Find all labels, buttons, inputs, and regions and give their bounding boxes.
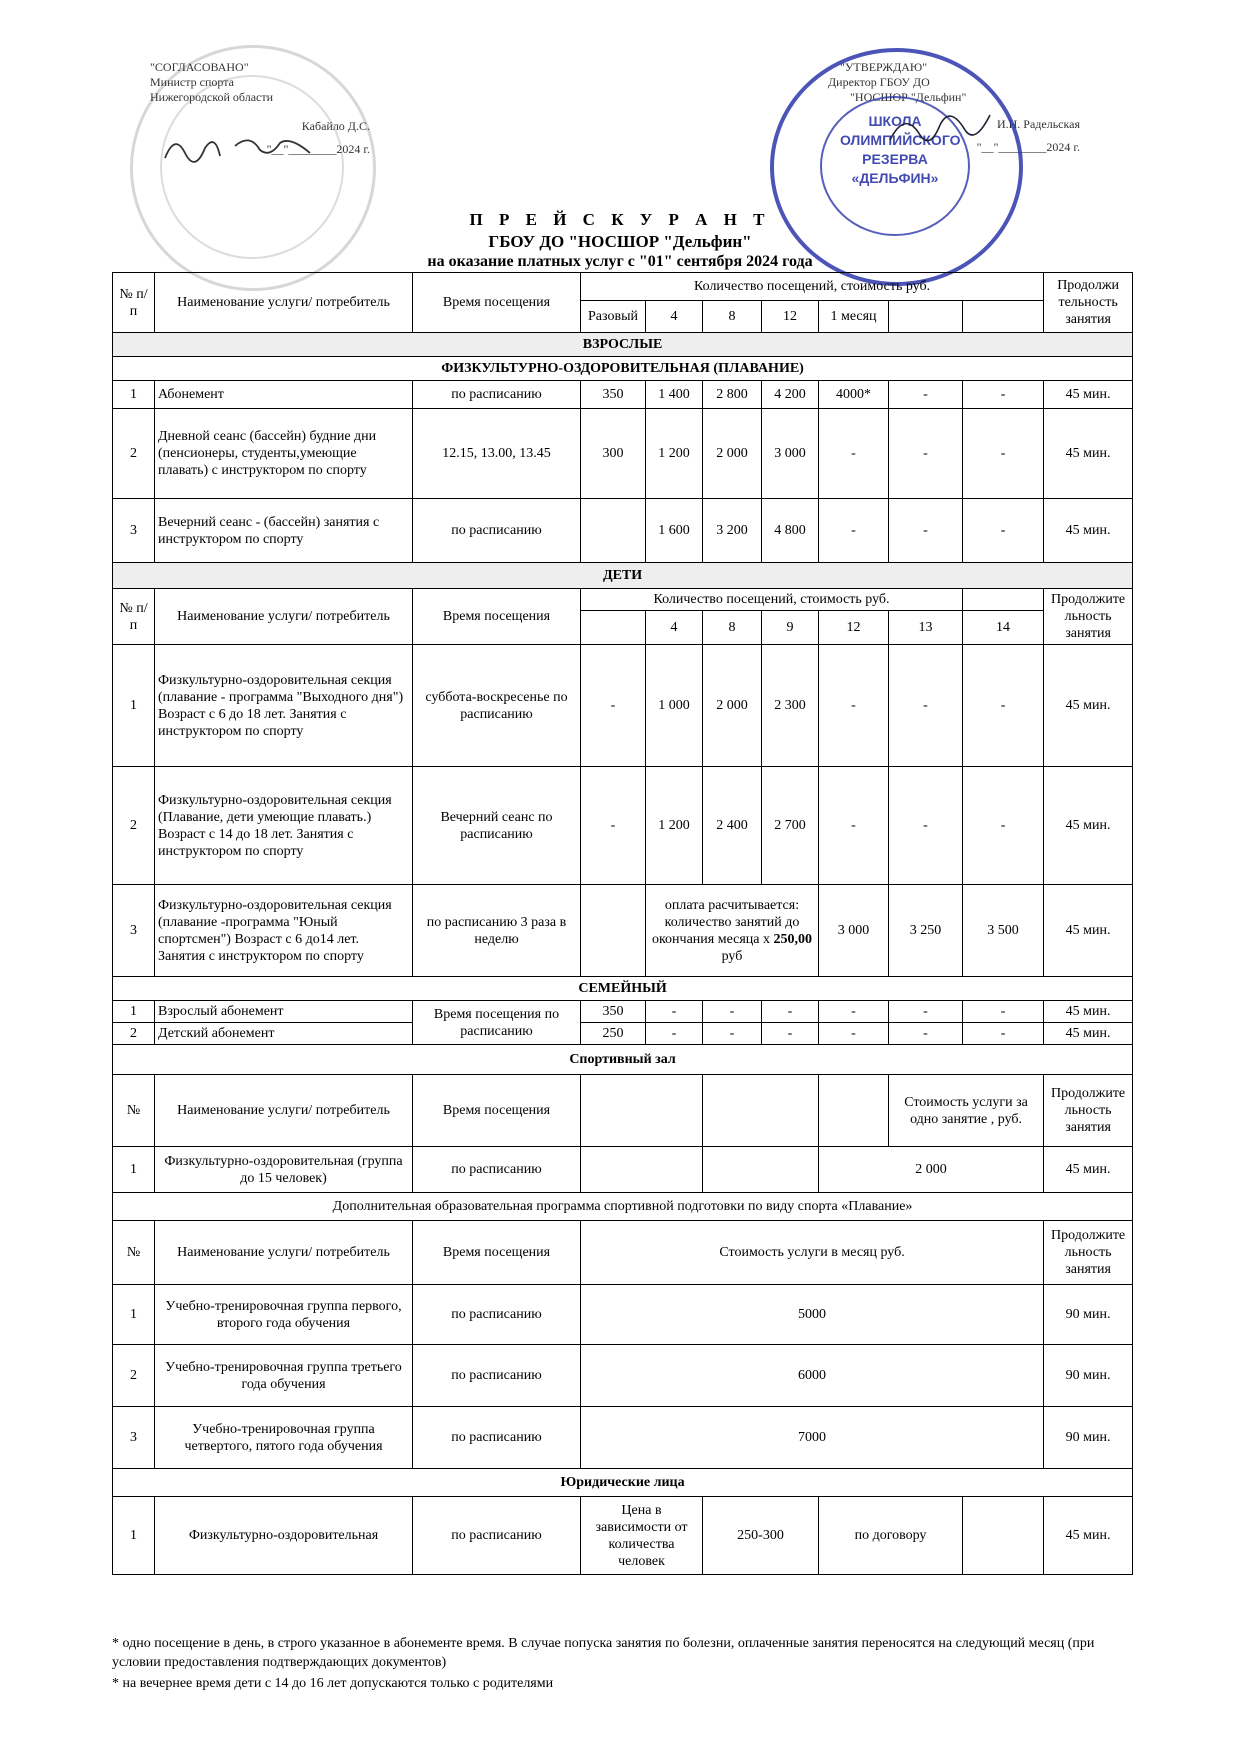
cell-name: Дневной сеанс (бассейн) будние дни (пенсионеры, студенты,умеющие плавать) с инструктором по спорту [155,409,413,499]
cell-time: Время посещения по расписанию [413,1001,581,1045]
cell-duration: 90 мин. [1044,1285,1133,1345]
cell-value: 1 600 [646,499,703,563]
document-title: П Р Е Й С К У Р А Н Т [469,210,771,229]
payment-note-unit: руб [721,948,743,964]
cell-num: 3 [113,885,155,977]
header-col [581,611,646,645]
header-col: 14 [963,611,1044,645]
table-header-row [113,273,1133,301]
cell-duration: 45 мин. [1044,1147,1133,1193]
table-row [113,885,1133,977]
header-col: 9 [762,611,819,645]
cell-duration: 90 мин. [1044,1345,1133,1407]
cell-name: Физкультурно-оздоровительная секция (плавание -программа "Юный спортсмен") Возраст с 6 до14 лет. Занятия с инструктором по спорту [155,885,413,977]
header-price: Стоимость услуги в месяц руб. [581,1221,1044,1285]
section-gym: Спортивный зал [113,1045,1133,1075]
cell-value: - [581,767,646,885]
cell-duration: 45 мин. [1044,409,1133,499]
header-time: Время посещения [413,1221,581,1285]
header-col: 8 [703,301,762,333]
cell-name: Учебно-тренировочная группа четвертого, пятого года обучения [155,1407,413,1469]
cell-value: - [889,1023,963,1045]
cell-name: Физкультурно-оздоровительная секция (плавание - программа "Выходного дня") Возраст с 6 до 18 лет. Занятия с инструктором по спорту [155,645,413,767]
header-price: Стоимость услуги за одно занятие , руб. [889,1075,1044,1147]
cell-value: - [762,1001,819,1023]
cell-duration: 45 мин. [1044,767,1133,885]
header-qty: Количество посещений, стоимость руб. [581,589,963,611]
organization-name: ГБОУ ДО "НОСШОР "Дельфин" [488,232,752,251]
approval-left-line2: Министр спорта [150,75,234,89]
cell-time: по расписанию [413,1407,581,1469]
cell-value: 4 200 [762,381,819,409]
cell-value: 2 000 [703,645,762,767]
section-legal: Юридические лица [113,1469,1133,1497]
cell-name: Физкультурно-оздоровительная (группа до 15 человек) [155,1147,413,1193]
cell-value: - [646,1001,703,1023]
cell-value: - [889,381,963,409]
table-row [113,381,1133,409]
cell-value: - [889,767,963,885]
cell-contract: по договору [819,1497,963,1575]
cell-value: 3 000 [762,409,819,499]
header-col [889,301,963,333]
cell-value: - [703,1023,762,1045]
cell-time: по расписанию [413,1147,581,1193]
cell-num: 2 [113,409,155,499]
cell-duration: 90 мин. [1044,1407,1133,1469]
header-col: 12 [762,301,819,333]
cell-num: 1 [113,1285,155,1345]
cell-value: - [963,645,1044,767]
price-table [112,272,1133,1575]
table-row [113,645,1133,767]
cell-time: по расписанию [413,381,581,409]
header-duration: Продолжите льность занятия [1044,589,1133,645]
cell-value: 2 000 [703,409,762,499]
cell-name: Учебно-тренировочная группа первого, второго года обучения [155,1285,413,1345]
header-name: Наименование услуги/ потребитель [155,273,413,333]
header-col: 8 [703,611,762,645]
cell-num: 3 [113,499,155,563]
approval-right-line3: "НОСШОР "Дельфин" [850,90,967,104]
header-num: № [113,1221,155,1285]
header-time: Время посещения [413,1075,581,1147]
cell-value: 300 [581,409,646,499]
table-row [113,767,1133,885]
cell-name: Вечерний сеанс - (бассейн) занятия с инструктором по спорту [155,499,413,563]
official-stamp-text: ШКОЛА ОЛИМПИЙСКОГО РЕЗЕРВА «ДЕЛЬФИН» [840,113,961,186]
cell-value: - [819,645,889,767]
cell-price-range: 250-300 [703,1497,819,1575]
header-name: Наименование услуги/ потребитель [155,1221,413,1285]
header-col: 4 [646,301,703,333]
cell-value: 2 800 [703,381,762,409]
cell-duration: 45 мин. [1044,499,1133,563]
cell-value: - [703,1001,762,1023]
cell-time: по расписанию [413,1345,581,1407]
header-duration: Продолжи тельность занятия [1044,273,1133,333]
header-col [963,301,1044,333]
cell-duration: 45 мин. [1044,645,1133,767]
cell-num: 2 [113,1345,155,1407]
cell-name: Физкультурно-оздоровительная секция (Плавание, дети умеющие плавать.) Возраст с 14 до 18 лет. Занятия с инструктором по спорту [155,767,413,885]
cell-value: 1 200 [646,767,703,885]
signature-right [880,100,1000,160]
section-children: ДЕТИ [113,563,1133,589]
cell-value: - [889,1001,963,1023]
section-adults: ВЗРОСЛЫЕ [113,333,1133,357]
cell-value: 2 700 [762,767,819,885]
header-duration: Продолжите льность занятия [1044,1075,1133,1147]
payment-note-text: оплата расчитывается: количество занятий до окончания месяца х [651,897,800,947]
footnotes [112,1634,1132,1695]
cell-value: 1 000 [646,645,703,767]
cell-duration: 45 мин. [1044,1001,1133,1023]
section-program: Дополнительная образовательная программа спортивной подготовки по виду спорта «Плавание» [113,1193,1133,1221]
cell-value: 3 250 [889,885,963,977]
cell-value: - [963,381,1044,409]
header-col: 4 [646,611,703,645]
cell-value: - [819,409,889,499]
cell-value: - [819,767,889,885]
cell-time: по расписанию [413,1285,581,1345]
cell-value: - [963,499,1044,563]
cell-time: по расписанию [413,1497,581,1575]
table-row [113,1147,1133,1193]
cell-value: - [963,1023,1044,1045]
cell-name: Абонемент [155,381,413,409]
cell-num: 1 [113,381,155,409]
approval-left-line1: "СОГЛАСОВАНО" [150,60,249,74]
payment-note-amount: 250,00 [773,931,813,947]
table-header-row [113,1221,1133,1285]
cell-duration: 45 мин. [1044,1023,1133,1045]
cell-value: 3 500 [963,885,1044,977]
cell-empty [581,885,646,977]
cell-value: 350 [581,1001,646,1023]
cell-value: - [963,767,1044,885]
cell-name: Физкультурно-оздоровительная [155,1497,413,1575]
cell-value: - [819,499,889,563]
table-row [113,1407,1133,1469]
cell-value: - [762,1023,819,1045]
cell-num: 2 [113,767,155,885]
table-row [113,1345,1133,1407]
cell-time: по расписанию 3 раза в неделю [413,885,581,977]
cell-value: - [889,499,963,563]
header-num: № п/п [113,273,155,333]
cell-value: 350 [581,381,646,409]
cell-duration: 45 мин. [1044,381,1133,409]
cell-time: по расписанию [413,499,581,563]
table-row [113,1497,1133,1575]
header-qty: Количество посещений, стоимость руб. [581,273,1044,301]
footnote-2: * на вечернее время дети с 14 до 16 лет допускаются только с родителями [112,1676,554,1691]
cell-price: 5000 [581,1285,1044,1345]
signature-left [160,128,320,168]
cell-time: Вечерний сеанс по расписанию [413,767,581,885]
table-row [113,1001,1133,1023]
cell-num: 1 [113,1147,155,1193]
header-num: № п/п [113,589,155,645]
footnote-1: * одно посещение в день, в строго указанное в абонементе время. В случае попуска занятия по болезни, оплаченные занятия переносятся на следующий месяц (при условии предоставления подтверждающих документов) [112,1636,1095,1670]
table-row [113,499,1133,563]
approval-left-signer: Кабайло Д.С. [301,119,370,133]
table-header-row [113,1075,1133,1147]
section-family: СЕМЕЙНЫЙ [113,977,1133,1001]
cell-value: 2 400 [703,767,762,885]
cell-name: Взрослый абонемент [155,1001,413,1023]
cell-value: - [819,1023,889,1045]
cell-value: - [819,1001,889,1023]
header-duration: Продолжите льность занятия [1044,1221,1133,1285]
cell-value: - [646,1023,703,1045]
cell-value: 3 200 [703,499,762,563]
cell-name: Детский абонемент [155,1023,413,1045]
cell-time: суббота-воскресенье по расписанию [413,645,581,767]
cell-num: 3 [113,1407,155,1469]
cell-duration: 45 мин. [1044,1497,1133,1575]
header-col: 13 [889,611,963,645]
header-name: Наименование услуги/ потребитель [155,589,413,645]
cell-value: - [963,1001,1044,1023]
cell-value: - [889,645,963,767]
cell-value: 1 400 [646,381,703,409]
cell-price: 7000 [581,1407,1044,1469]
cell-value: 1 200 [646,409,703,499]
cell-num: 2 [113,1023,155,1045]
header-time: Время посещения [413,589,581,645]
cell-payment-note [646,885,819,977]
document-subtitle: на оказание платных услуг с "01" сентября 2024 года [427,253,813,270]
approval-right-date: "__"________2024 г. [976,140,1080,154]
cell-price-note: Цена в зависимости от количества человек [581,1497,703,1575]
approval-left-line3: Нижегородской области [150,90,274,104]
table-row [113,1285,1133,1345]
cell-num: 1 [113,645,155,767]
header-col: 1 месяц [819,301,889,333]
header-col: 12 [819,611,889,645]
cell-name: Учебно-тренировочная группа третьего года обучения [155,1345,413,1407]
cell-price: 2 000 [819,1147,1044,1193]
header-col: Разовый [581,301,646,333]
table-row [113,409,1133,499]
cell-value: 4000* [819,381,889,409]
cell-num: 1 [113,1497,155,1575]
cell-value: 250 [581,1023,646,1045]
cell-price: 6000 [581,1345,1044,1407]
header-time: Время посещения [413,273,581,333]
approval-right-signer: И.Н. Радельская [996,117,1080,131]
cell-duration: 45 мин. [1044,885,1133,977]
cell-value: 3 000 [819,885,889,977]
cell-num: 1 [113,1001,155,1023]
cell-value: 2 300 [762,645,819,767]
header-name: Наименование услуги/ потребитель [155,1075,413,1147]
approval-right-line2: Директор ГБОУ ДО [828,75,930,89]
table-header-row [113,589,1133,611]
approval-right-line1: "УТВЕРЖДАЮ" [840,60,928,74]
cell-time: 12.15, 13.00, 13.45 [413,409,581,499]
subsection-swimming: ФИЗКУЛЬТУРНО-ОЗДОРОВИТЕЛЬНАЯ (ПЛАВАНИЕ) [113,357,1133,381]
cell-value: 4 800 [762,499,819,563]
approval-left-date: "__"________2024 г. [266,142,370,156]
table-row [113,1023,1133,1045]
cell-value: - [889,409,963,499]
header-num: № [113,1075,155,1147]
cell-value [581,499,646,563]
cell-value: - [963,409,1044,499]
cell-value: - [581,645,646,767]
